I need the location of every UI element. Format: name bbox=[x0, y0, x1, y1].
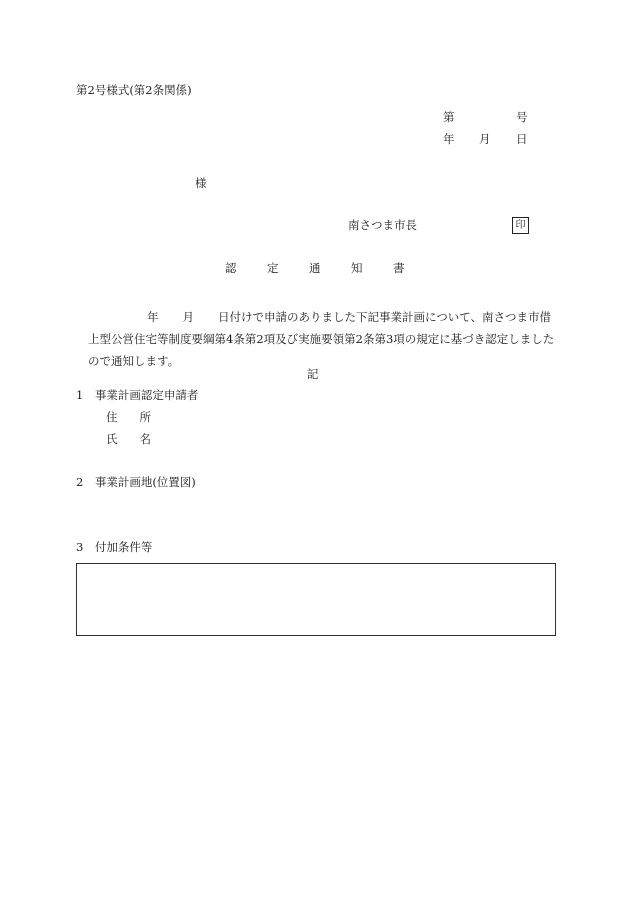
body-text: 日付けで申請のありました下記事業計画について、南さつま市借上型公営住宅等制度要綱第4条第2項及び実施要領第2条第3項の規定に基づき認定しましたので通知します。 bbox=[88, 310, 555, 368]
name-label bbox=[106, 434, 151, 446]
section-2-heading: 2 事業計画地(位置図) bbox=[76, 475, 196, 489]
title-char: 書 bbox=[393, 261, 405, 275]
document-title bbox=[225, 263, 405, 275]
document-number-suffix: 号 bbox=[516, 110, 528, 124]
name-label-char: 氏 bbox=[106, 432, 118, 446]
section-1-heading: 1 事業計画認定申請者 bbox=[76, 388, 199, 402]
ki-marker: 記 bbox=[307, 367, 319, 381]
title-char: 定 bbox=[267, 261, 279, 275]
document-number-prefix: 第 bbox=[443, 110, 455, 124]
date-day-label: 日 bbox=[516, 132, 528, 146]
address-label-char: 住 bbox=[106, 410, 118, 424]
title-char: 通 bbox=[309, 261, 321, 275]
title-char: 認 bbox=[225, 261, 237, 275]
seal-stamp-icon: 印 bbox=[512, 217, 529, 234]
date-month-label: 月 bbox=[479, 132, 491, 146]
addressee-honorific: 様 bbox=[195, 176, 207, 190]
address-label bbox=[106, 412, 151, 424]
date-year-label: 年 bbox=[443, 132, 455, 146]
address-label-char: 所 bbox=[139, 410, 151, 424]
name-label-char: 名 bbox=[139, 432, 151, 446]
body-month-label: 月 bbox=[182, 310, 194, 324]
sender-title: 南さつま市長 bbox=[348, 218, 417, 232]
form-number-label: 第2号様式(第2条関係) bbox=[76, 83, 192, 97]
section-3-heading: 3 付加条件等 bbox=[76, 540, 153, 554]
conditions-box bbox=[76, 563, 556, 636]
body-year-label: 年 bbox=[147, 310, 159, 324]
title-char: 知 bbox=[351, 261, 363, 275]
notice-body bbox=[88, 306, 558, 372]
